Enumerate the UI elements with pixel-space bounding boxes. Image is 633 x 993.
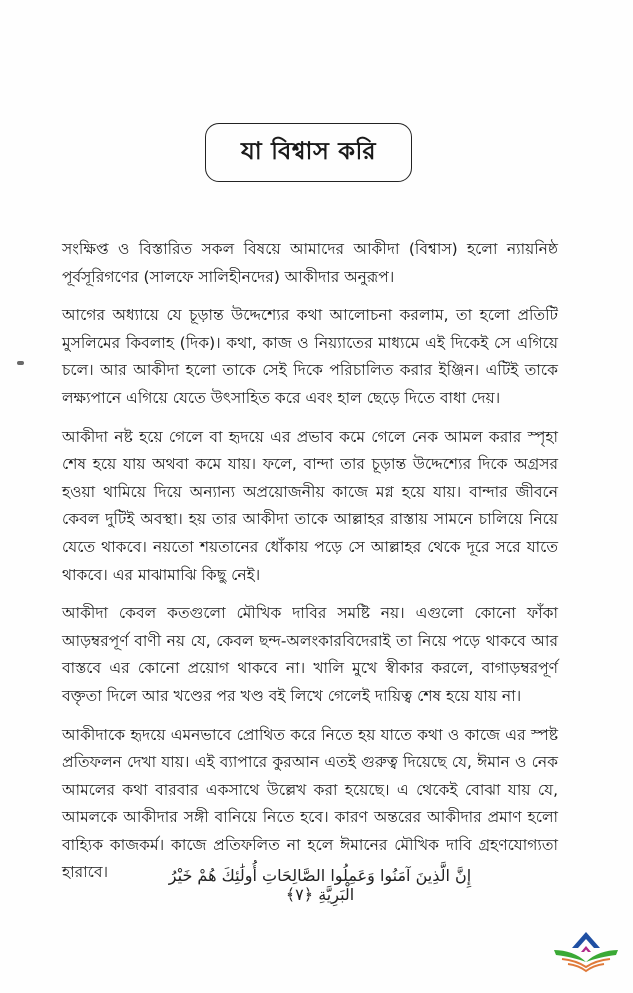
chapter-title-box (205, 123, 412, 182)
logo-orange-line-1 (562, 959, 610, 967)
paragraph-3: আকীদা নষ্ট হয়ে গেলে বা হৃদয়ে এর প্রভাব কমে গেলে নেক আমল করার স্পৃহা শেষ হয়ে যায় অথবা কমে যায়। ফলে, বান্দা তার চূড়ান্ত উদ্দেশ্যের দিকে অগ্রসর হওয়া থামিয়ে দিয়ে অন্যান্য অপ্রয়োজনীয় কাজে মগ্ন হয়ে যায়। বান্দার জীবনে কেবল দুটিই অবস্থা। হয় তার আকীদা তাকে আল্লাহর রাস্তায় সামনে চালিয়ে নিয়ে যেতে থাকবে। নয়তো শয়তানের ধোঁকায় পড়ে সে আল্লাহর থেকে দূরে সরে যাতে থাকবে। এর মাঝামাঝি কিছু নেই। (62, 427, 558, 584)
quran-verse: إِنَّ الَّذِينَ آمَنُوا وَعَمِلُوا الصَّالِحَاتِ أُولَٰئِكَ هُمْ خَيْرُ الْبَرِيَّةِ ﴿٧﴾ (168, 866, 472, 904)
paragraph-4: আকীদা কেবল কতগুলো মৌখিক দাবির সমষ্টি নয়। এগুলো কোনো ফাঁকা আড়ম্বরপূর্ণ বাণী নয় যে, কেবল ছন্দ-অলংকারবিদেরাই তা নিয়ে পড়ে থাকবে আর বাস্তবে এর কোনো প্রয়োগ থাকবে না। খালি মুখে স্বীকার করলে, বাগাড়ম্বরপূর্ণ বক্তৃতা দিলে আর খণ্ডের পর খণ্ড বই লিখে গেলেই দায়িত্ব শেষ হয়ে যায় না। (62, 604, 558, 705)
chapter-title: যা বিশ্বাস করি (240, 136, 377, 165)
logo-magenta-chevron (581, 946, 591, 952)
body-text (62, 236, 558, 898)
paragraph-2: আগের অধ্যায়ে যে চূড়ান্ত উদ্দেশ্যের কথা আলোচনা করলাম, তা হলো প্রতিটি মুসলিমের কিবলাহ (দিক)। কথা, কাজ ও নিয়্যাতের মাধ্যমে এই দিকেই সে এগিয়ে চলে। আর আকীদা হলো তাকে সেই দিকে পরিচালিত করার ইঞ্জিন। এটিই তাকে লক্ষ্যপানে এগিয়ে যেতে উৎসাহিত করে এবং হাল ছেড়ে দিতে বাধা দেয়। (62, 306, 558, 407)
ink-smudge (17, 361, 24, 365)
paragraph-1: সংক্ষিপ্ত ও বিস্তারিত সকল বিষয়ে আমাদের আকীদা (বিশ্বাস) হলো ন্যায়নিষ্ঠ পূর্বসূরিগণের (সালফে সালিহীনদের) আকীদার অনুরূপ। (62, 240, 558, 286)
publisher-logo-icon (548, 928, 624, 978)
logo-blue-chevron (572, 932, 600, 948)
paragraph-5: আকীদাকে হৃদয়ে এমনভাবে প্রোথিত করে নিতে হয় যাতে কথা ও কাজে এর স্পষ্ট প্রতিফলন দেখা যায়। এই ব্যাপারে কুরআন এতই গুরুত্ব দিয়েছে যে, ঈমান ও নেক আমলের কথা বারবার একসাথে উল্লেখ করা হয়েছে। এ থেকেই বোঝা যায় যে, আমলকে আকীদার সঙ্গী বানিয়ে নিতে হবে। কারণ অন্তরের আকীদার প্রমাণ হলো বাহ্যিক কাজকর্ম। কাজে প্রতিফলিত না হলে ঈমানের মৌখিক দাবি গ্রহণযোগ্যতা হারাবে। (62, 725, 558, 882)
